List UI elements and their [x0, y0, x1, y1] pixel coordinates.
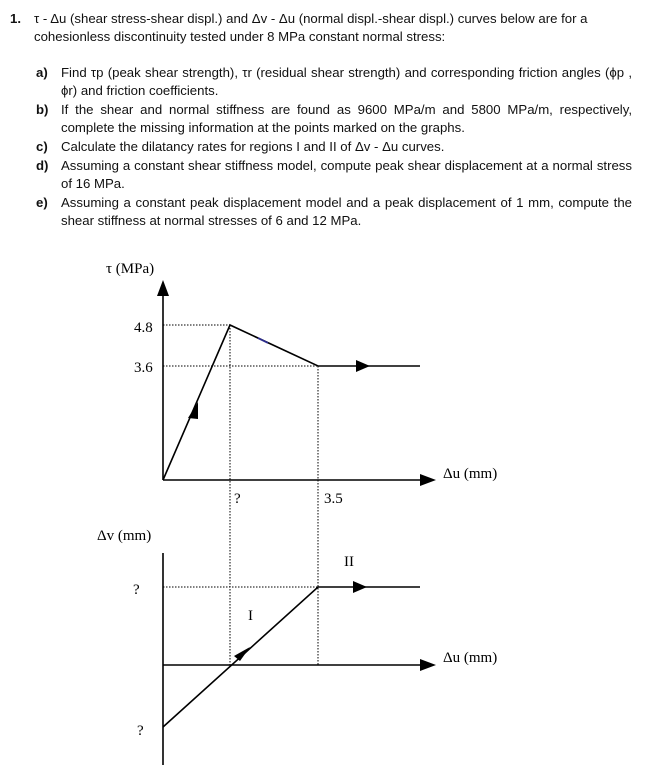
- peak-displacement-tick: ?: [234, 491, 241, 507]
- loading-direction-arrow: [188, 402, 198, 419]
- shear-stress-curve: [163, 325, 420, 480]
- part-a-text: Find τp (peak shear strength), τr (residual shear strength) and corresponding friction angles (ϕp , ϕr) and friction coefficients.: [61, 65, 632, 98]
- part-b-text: If the shear and normal stiffness are found as 9600 MPa/m and 5800 MPa/m, respectively, complete the missing information at the points marked on the graphs.: [61, 102, 632, 135]
- residual-direction-arrow: [356, 360, 370, 372]
- region-1-direction-arrow: [234, 647, 250, 661]
- dv-axis-label: Δv (mm): [97, 528, 152, 544]
- residual-displacement-tick: 3.5: [324, 491, 343, 507]
- region-2-label: II: [344, 554, 354, 570]
- part-c-label: c): [36, 139, 48, 154]
- du-axis-top-label: Δu (mm): [443, 466, 498, 482]
- part-d-label: d): [36, 158, 49, 173]
- part-a-label: a): [36, 65, 48, 80]
- normal-displacement-curve: [163, 587, 420, 727]
- region-1-label: I: [248, 608, 253, 624]
- question-number: 1.: [10, 11, 21, 26]
- shear-stress-graph: [106, 261, 497, 665]
- part-e-text: Assuming a constant peak displacement model and a peak displacement of 1 mm, compute the shear stiffness at normal stresses of 6 and 12 MPa.: [61, 195, 632, 228]
- part-d-text: Assuming a constant shear stiffness model, compute peak shear displacement at a normal stress of 16 MPa.: [61, 158, 632, 191]
- du-axis-bottom-label: Δu (mm): [443, 650, 498, 666]
- part-c-text: Calculate the dilatancy rates for regions I and II of Δv - Δu curves.: [61, 139, 445, 154]
- softening-segment-accent: [258, 338, 268, 343]
- region-2-direction-arrow: [353, 581, 367, 593]
- question-intro: τ - Δu (shear stress-shear displ.) and Δv - Δu (normal displ.-shear displ.) curves below are for a cohesionless discontinuity tested under 8 MPa constant normal stress:: [34, 11, 588, 44]
- part-e-label: e): [36, 195, 48, 210]
- dv-lower-tick: ?: [137, 723, 144, 739]
- tau-axis-arrow: [157, 280, 169, 296]
- peak-stress-tick: 4.8: [134, 320, 153, 336]
- part-b-label: b): [36, 102, 49, 117]
- dv-upper-tick: ?: [133, 582, 140, 598]
- du-axis-top-arrow: [420, 474, 436, 486]
- tau-axis-label: τ (MPa): [106, 261, 155, 277]
- du-axis-bottom-arrow: [420, 659, 436, 671]
- normal-displacement-graph: [97, 528, 497, 765]
- residual-stress-tick: 3.6: [134, 360, 153, 376]
